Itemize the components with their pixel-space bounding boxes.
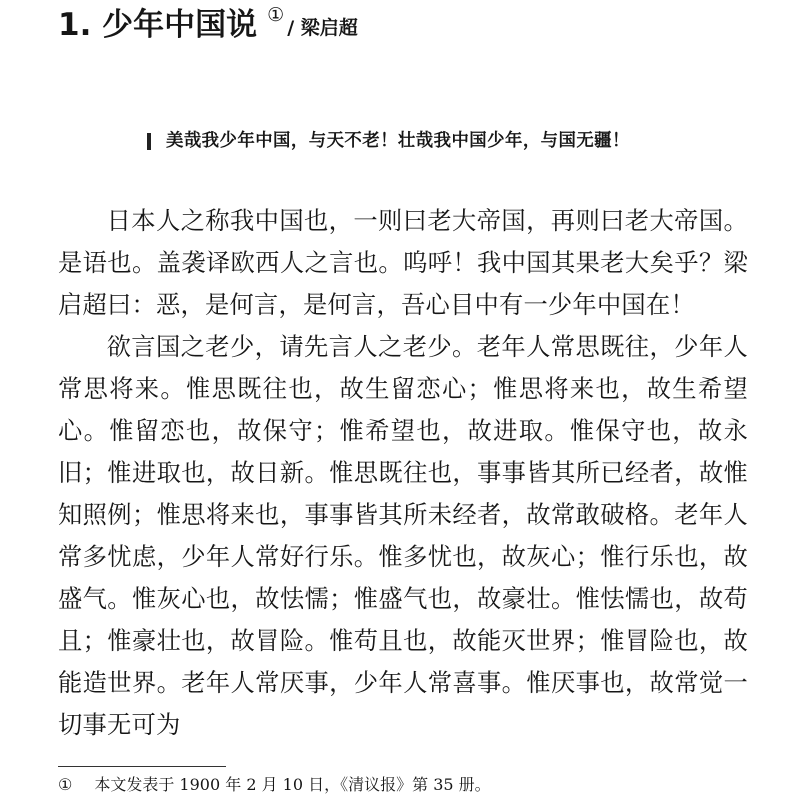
- page-title: 1. 少年中国说: [58, 7, 258, 43]
- author-name: / 梁启超: [287, 17, 358, 39]
- article-title: [58, 2, 358, 48]
- epigraph: [147, 128, 630, 154]
- article-body: [58, 200, 748, 746]
- footnote-divider: [58, 766, 226, 767]
- footnote-text: 本文发表于 1900 年 2 月 10 日，《清议报》第 35 册。: [94, 775, 491, 794]
- footnote: [58, 772, 491, 798]
- footnote-reference-marker: ①: [267, 4, 285, 26]
- epigraph-bar-icon: [147, 133, 151, 150]
- footnote-marker: ①: [58, 775, 73, 794]
- body-paragraph-2: 欲言国之老少，请先言人之老少。老年人常思既往，少年人常思将来。惟思既往也，故生留恋心；惟思将来也，故生希望心。惟留恋也，故保守；惟希望也，故进取。惟保守也，故永旧；惟进取也，故日新。惟思既往也，事事皆其所已经者，故惟知照例；惟思将来也，事事皆其所未经者，故常敢破格。老年人常多忧虑，少年人常好行乐。惟多忧也，故灰心；惟行乐也，故盛气。惟灰心也，故怯懦；惟盛气也，故豪壮。惟怯懦也，故苟且；惟豪壮也，故冒险。惟苟且也，故能灭世界；惟冒险也，故能造世界。老年人常厌事，少年人常喜事。惟厌事也，故常觉一切事无可为: [58, 332, 748, 739]
- body-paragraph-1: 日本人之称我中国也，一则曰老大帝国，再则曰老大帝国。是语也。盖袭译欧西人之言也。呜呼！我中国其果老大矣乎？梁启超曰：恶，是何言，是何言，吾心目中有一少年中国在！: [58, 206, 748, 319]
- epigraph-text: 美哉我少年中国，与天不老！壮哉我中国少年，与国无疆！: [166, 131, 630, 151]
